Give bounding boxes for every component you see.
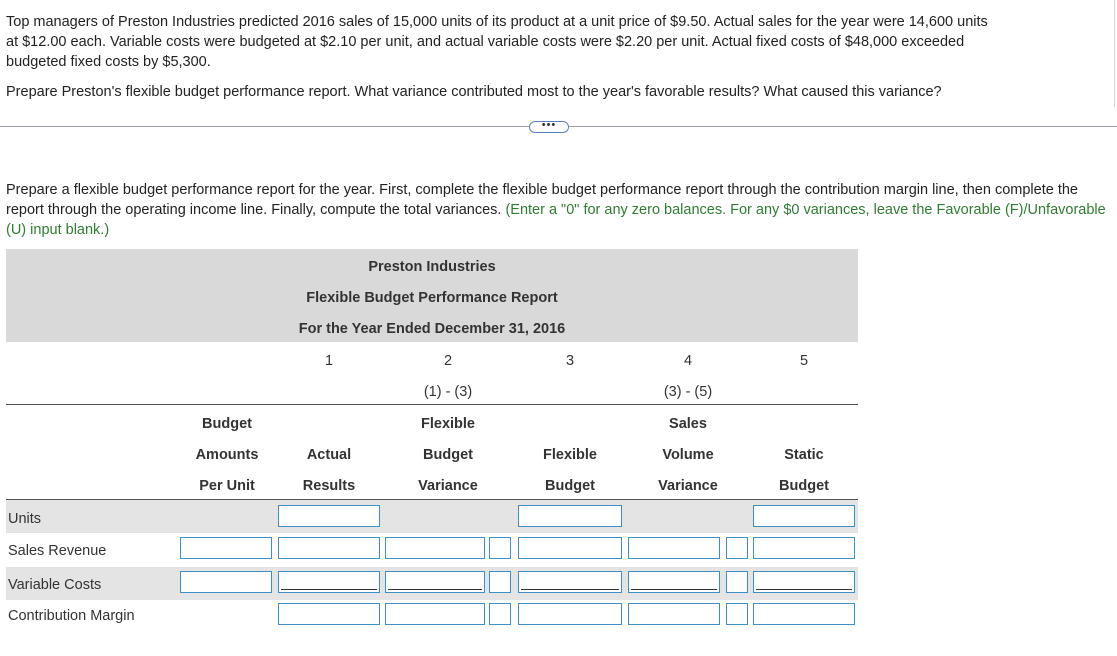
header-actual-results-2: Results [302,478,356,494]
contribution-margin-volume-variance-input[interactable] [628,603,720,625]
instructions-note: (Enter a "0" for any zero balances. For any $0 variances, leave the Favorable (F)/Unfavorable (U) input blank.) [6,202,1106,238]
header-budget-per-unit-3: Per Unit [199,478,255,494]
question-line-1: Top managers of Preston Industries predicted 2016 sales of 15,000 units of its product at a unit price of $9.50. Actual sales for the year were 14,600 units [6,14,988,30]
header-static-budget-1: Static [784,447,824,463]
sales-revenue-flexible-variance-input[interactable] [385,537,485,559]
instructions [6,180,1114,240]
contribution-margin-volume-variance-fu-input[interactable] [726,603,748,625]
performance-report [6,249,858,629]
contribution-margin-static-budget-input[interactable] [753,603,855,625]
column-number-4: 4 [683,353,693,369]
header-flexible-budget-1: Flexible [543,447,597,463]
report-company: Preston Industries [368,259,496,275]
expand-button[interactable]: ••• [529,121,569,133]
instructions-main: Prepare a flexible budget performance report for the year. First, complete the flexible budget performance report through the contribution margin line, then complete the report through the operating income line. Finally, compute the total variances. [6,182,1078,218]
header-rule-top [6,404,858,405]
sales-revenue-volume-variance-input[interactable] [628,537,720,559]
variable-costs-volume-variance-fu-input[interactable] [726,571,748,593]
question-line-2: at $12.00 each. Variable costs were budgeted at $2.10 per unit, and actual variable costs were $2.20 per unit. Actual fixed costs of $48,000 exceeded [6,34,965,50]
row-label-sales-revenue: Sales Revenue [8,543,107,559]
header-flexible-budget-variance-2: Budget [423,447,473,463]
row-label-variable-costs: Variable Costs [8,577,102,593]
units-flexible-budget-input[interactable] [518,505,622,527]
formula-sales-volume-variance: (3) - (5) [663,384,713,400]
row-label-contribution-margin: Contribution Margin [8,608,135,624]
report-period: For the Year Ended December 31, 2016 [298,321,566,337]
question-panel [0,0,1115,107]
column-number-2: 2 [443,353,453,369]
variable-costs-actual-underline [281,589,377,590]
question-line-3: budgeted fixed costs by $5,300. [6,54,211,70]
header-static-budget-2: Budget [779,478,829,494]
sales-revenue-per-unit-input[interactable] [180,537,272,559]
formula-flexible-budget-variance: (1) - (3) [423,384,473,400]
header-flexible-budget-2: Budget [545,478,595,494]
sales-revenue-static-budget-input[interactable] [753,537,855,559]
header-sales-volume-variance-2: Volume [662,447,714,463]
units-static-budget-input[interactable] [753,505,855,527]
sales-revenue-flexible-budget-input[interactable] [518,537,622,559]
header-sales-volume-variance-3: Variance [658,478,718,494]
variable-costs-flexible-variance-fu-input[interactable] [489,571,511,593]
sales-revenue-flexible-variance-fu-input[interactable] [489,537,511,559]
header-flexible-budget-variance-1: Flexible [421,416,475,432]
contribution-margin-flexible-budget-input[interactable] [518,603,622,625]
variable-costs-variance-underline [388,589,482,590]
report-title: Flexible Budget Performance Report [306,290,558,306]
question-text [6,12,1106,72]
column-number-3: 3 [565,353,575,369]
row-label-units: Units [8,511,42,527]
contribution-margin-flexible-variance-fu-input[interactable] [489,603,511,625]
sales-revenue-actual-input[interactable] [278,537,380,559]
row-band-units [6,500,858,533]
header-budget-per-unit-1: Budget [202,416,252,432]
contribution-margin-flexible-variance-input[interactable] [385,603,485,625]
contribution-margin-actual-input[interactable] [278,603,380,625]
question-prompt: Prepare Preston's flexible budget performance report. What variance contributed most to the year's favorable results? What caused this variance? [6,84,942,100]
header-flexible-budget-variance-3: Variance [418,478,478,494]
column-number-1: 1 [324,353,334,369]
variable-costs-per-unit-input[interactable] [180,571,272,593]
units-actual-input[interactable] [278,505,380,527]
variable-costs-static-underline [756,589,852,590]
variable-costs-volume-underline [631,589,717,590]
header-budget-per-unit-2: Amounts [195,447,259,463]
header-sales-volume-variance-1: Sales [669,416,707,432]
sales-revenue-volume-variance-fu-input[interactable] [726,537,748,559]
variable-costs-flexible-underline [521,589,619,590]
header-actual-results-1: Actual [306,447,352,463]
column-number-5: 5 [799,353,809,369]
